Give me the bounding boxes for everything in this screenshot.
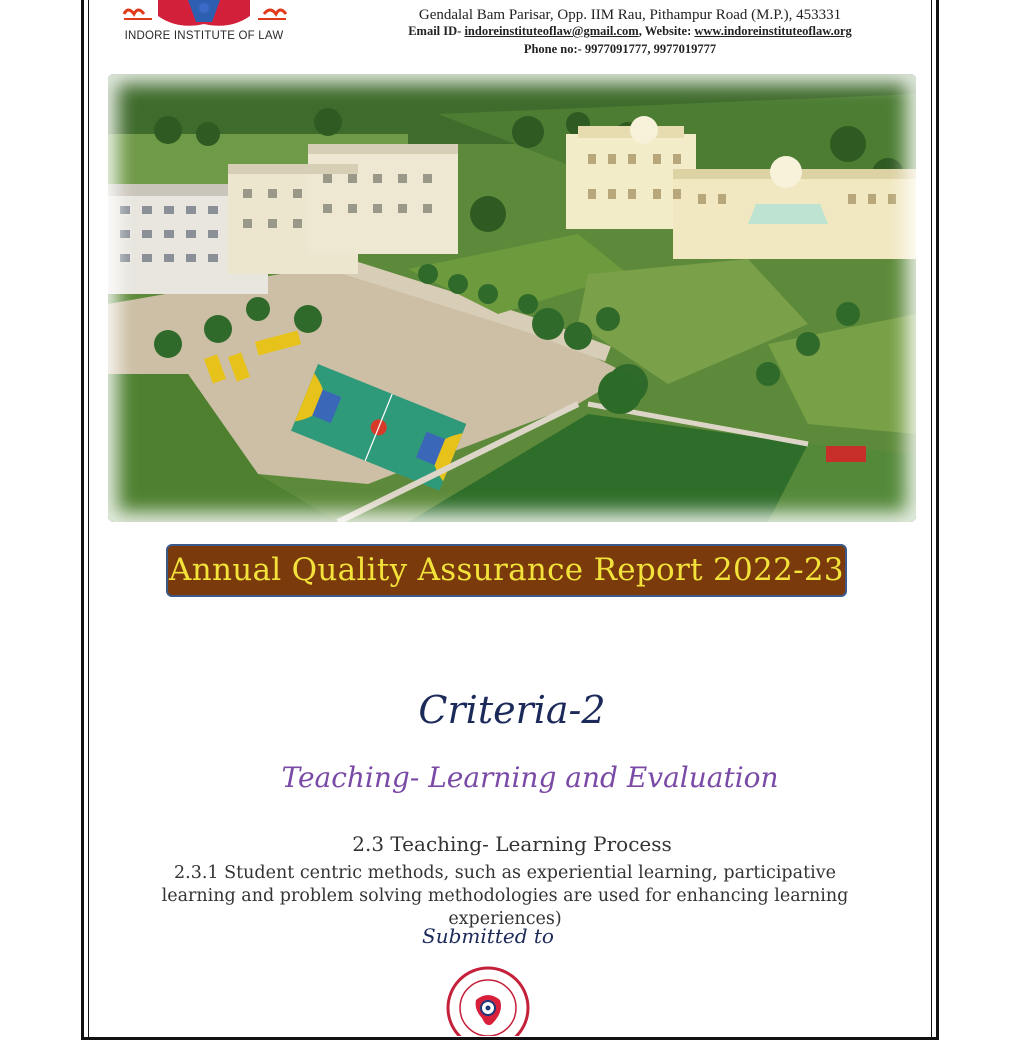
contact-line xyxy=(300,24,960,39)
email-link[interactable]: indoreinstituteoflaw@gmail.com xyxy=(464,24,639,38)
section-heading: 2.3 Teaching- Learning Process xyxy=(352,832,672,856)
institute-logo xyxy=(118,0,290,50)
criteria-heading: Criteria-2 xyxy=(418,688,606,732)
submitted-to-label: Submitted to xyxy=(422,924,554,948)
report-title-banner: Annual Quality Assurance Report 2022-23 xyxy=(166,544,847,597)
address-line: Gendalal Bam Parisar, Opp. IIM Rau, Pithampur Road (M.P.), 453331 xyxy=(418,7,842,23)
logo-label: INDORE INSTITUTE OF LAW xyxy=(124,30,284,42)
website-link[interactable]: www.indoreinstituteoflaw.org xyxy=(694,24,852,38)
metric-description: 2.3.1 Student centric methods, such as experiential learning, participative learning and problem solving methodologies are used for enhancing learning experiences) xyxy=(161,863,849,929)
campus-aerial-photo xyxy=(108,74,916,522)
criteria-subtitle: Teaching- Learning and Evaluation xyxy=(281,761,779,794)
email-label: Email ID- xyxy=(408,24,465,38)
website-label: , Website: xyxy=(638,24,695,38)
naac-seal xyxy=(446,966,530,1036)
phone-line: Phone no:- 9977091777, 9977019777 xyxy=(523,42,717,56)
